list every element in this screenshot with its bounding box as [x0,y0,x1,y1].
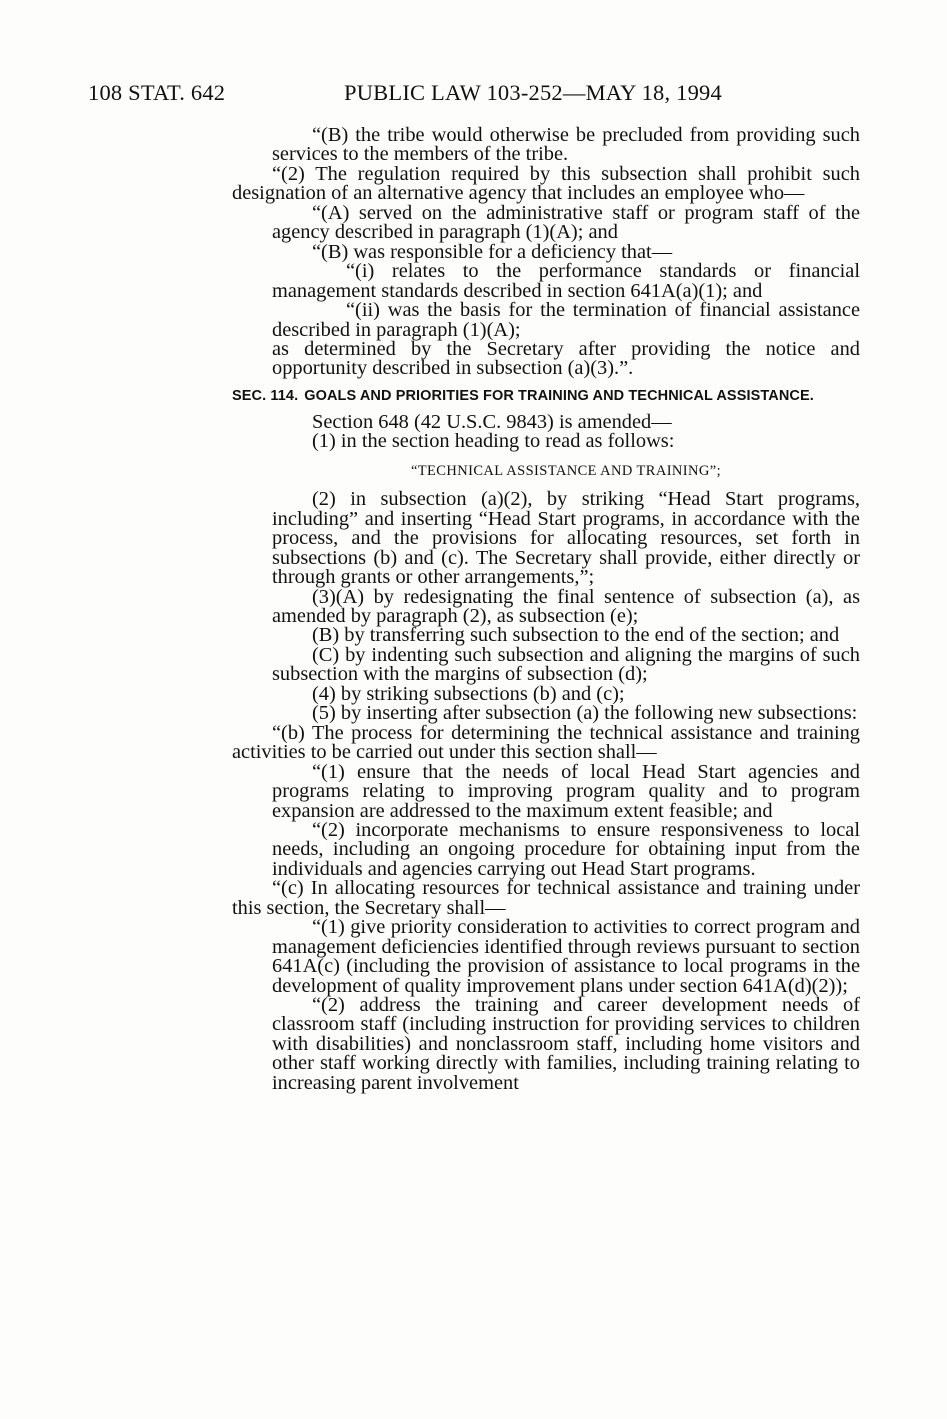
paragraph: (1) in the section heading to read as follows: [312,430,675,453]
paragraph: “(B) was responsible for a deficiency that— [312,240,673,263]
statute-page-number: 108 STAT. 642 [88,80,226,105]
paragraph: “(2) address the training and career development needs of classroom staff (including instruction for providing services to children with disabilities) and nonclassroom staff, including home visitors and other staff working directly with families, including training relating to increasing parent involvement [272,994,860,1094]
public-law-title: PUBLIC LAW 103-252—MAY 18, 1994 [344,80,722,105]
paragraph: as determined by the Secretary after providing the notice and opportunity described in subsection (a)(3).”. [272,337,860,380]
paragraph: (3)(A) by redesignating the final sentence of subsection (a), as amended by paragraph (2), as subsection (e); [272,585,860,627]
paragraph: “(2) incorporate mechanisms to ensure responsiveness to local needs, including an ongoing procedure for obtaining input from the individuals and agencies carrying out Head Start programs. [272,818,860,880]
paragraph: “(1) ensure that the needs of local Head Start agencies and programs relating to improving program quality and to program expansion are addressed to the maximum extent feasible; and [272,760,860,822]
paragraph: “(i) relates to the performance standards or financial management standards described in section 641A(a)(1); and [272,260,860,302]
new-section-heading: “TECHNICAL ASSISTANCE AND TRAINING”; [410,462,722,479]
paragraph: (B) by transferring such subsection to the end of the section; and [312,624,840,647]
paragraph: (5) by inserting after subsection (a) the following new subsections: [312,702,858,725]
paragraph: Section 648 (42 U.S.C. 9843) is amended— [312,410,672,433]
paragraph: “(1) give priority consideration to activities to correct program and management deficiencies identified through reviews pursuant to section 641A(c) (including the provision of assistance to local programs in the development of quality improvement plans under section 641A(d)(2)); [272,916,860,997]
section-heading [232,387,860,406]
section-number: SEC. 114. [232,387,299,404]
paragraph: (2) in subsection (a)(2), by striking “Head Start programs, including” and inserting “Head Start programs, in accordance with the process, and the provisions for allocating resources, set forth in subsections (b) and (c). The Secretary shall provide, either directly or through grants or other arrangements,”; [272,488,860,589]
paragraph: “(b) The process for determining the technical assistance and training activities to be carried out under this section shall— [232,721,860,764]
paragraph: (4) by striking subsections (b) and (c); [312,682,625,705]
paragraph: “(B) the tribe would otherwise be precluded from providing such services to the members of the tribe. [272,124,860,166]
paragraph: “(c) In allocating resources for technical assistance and training under this section, the Secretary shall— [232,877,860,919]
paragraph: “(A) served on the administrative staff or program staff of the agency described in paragraph (1)(A); and [272,201,860,244]
section-title: GOALS AND PRIORITIES FOR TRAINING AND TECHNICAL ASSISTANCE. [304,387,814,404]
paragraph: “(2) The regulation required by this subsection shall prohibit such designation of an alternative agency that includes an employee who— [232,162,860,205]
paragraph: (C) by indenting such subsection and aligning the margins of such subsection with the margins of subsection (d); [272,643,860,686]
paragraph: “(ii) was the basis for the termination of financial assistance described in paragraph (1)(A); [272,299,860,341]
document-body [232,126,860,1093]
